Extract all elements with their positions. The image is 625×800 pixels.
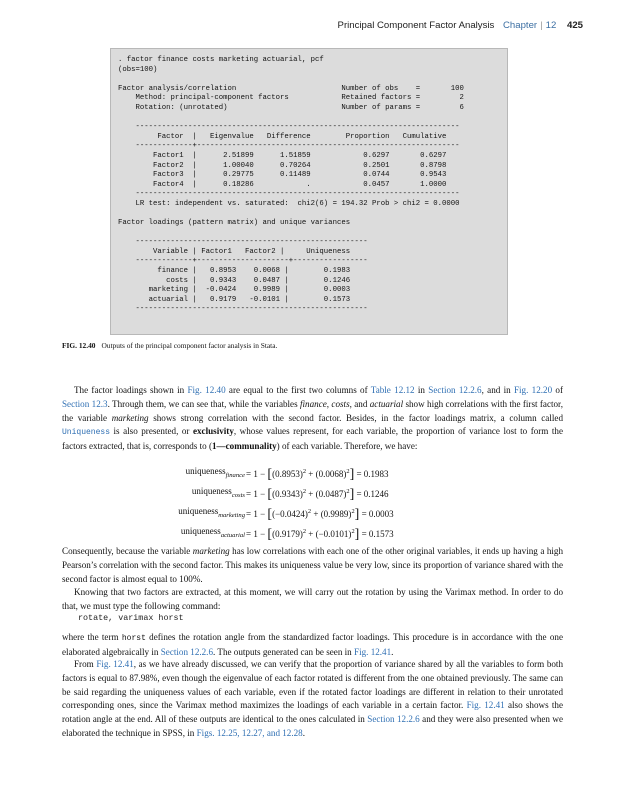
link-fig-12-40[interactable]: Fig. 12.40 (187, 385, 226, 395)
stata-output-line: Factor analysis/correlation Number of obs = 100 (118, 84, 464, 93)
stata-output-line: actuarial | 0.9179 -0.0101 | 0.1573 (118, 295, 351, 304)
page-number: 425 (566, 20, 583, 31)
header-title: Principal Component Factor Analysis (337, 20, 495, 31)
equation-rhs: = $1 - [(-0.0424)^2 + (0.9989)^2] = 0.0003$ (246, 507, 394, 522)
link-fig-12-41[interactable]: Fig. 12.41 (354, 646, 392, 657)
stata-output-line: -------------+------------------------------------------------------------ (118, 142, 460, 151)
header-chapter: Chapter (503, 20, 538, 31)
stata-output-line: Method: principal-component factors Retained factors = 2 (118, 94, 464, 103)
equation-lhs: uniqueness$_{costs}$ (191, 486, 245, 499)
stata-output-line: Factor3 | 0.29775 0.11489 0.0744 0.9543 (118, 171, 447, 180)
stata-output-line: LR test: independent vs. saturated: chi2(6) = 194.32 Prob > chi2 = 0.0000 (118, 199, 460, 208)
link-figs-12-25-12-27-12-28[interactable]: Figs. 12.25, 12.27, and 12.28 (196, 727, 303, 738)
equation-lhs: uniqueness$_{finance}$ (185, 466, 245, 479)
link-fig-12-41-c[interactable]: Fig. 12.41 (466, 700, 505, 711)
link-section-12-2-6[interactable]: Section 12.2.6 (428, 385, 482, 395)
equation-row (60, 502, 580, 522)
stata-output-line: ----------------------------------------------------- (118, 305, 368, 314)
stata-output-line: ----------------------------------------------------- (118, 238, 368, 247)
stata-output-line: -------------------------------------------------------------------------- (118, 123, 460, 132)
stata-output-text (118, 56, 464, 315)
link-fig-12-41-b[interactable]: Fig. 12.41 (96, 659, 134, 669)
paragraph-rotation-results: From Fig. 12.41, as we have already discussed, we can verify that the proportion of variance shared by all the variables to form both factors is equal to 87.98%, even though the eigenvalue of each factor rotated is different from the one obtained previously. The same can be said regarding the uniqueness values of each variable, even if the rotated factor loadings are different in relation to their unrotated corresponding ones, since the Varimax method maximizes the loadings of each variable in a certain factor. Fig. 12.41 also shows the rotation angle at the end. All of these outputs are identical to the ones calculated in Section 12.2.6 and they were also presented when we elaborated the technique in SPSS, in Figs. 12.25, 12.27, and 12.28. (62, 659, 563, 738)
equation-rhs: = $1 - [(0.8953)^2 + (0.0068)^2] = 0.1983$ (246, 467, 389, 482)
stata-output-line: (obs=100) (118, 65, 158, 74)
header-chapter-number: 12 (545, 20, 557, 31)
equation-rhs: = $1 - [(0.9179)^2 + (-0.0101)^2] = 0.1573$ (246, 527, 394, 542)
stata-output-line: Factor | Eigenvalue Difference Proportion Cumulative (118, 132, 447, 141)
stata-output-line: marketing | -0.0424 0.9989 | 0.0003 (118, 286, 351, 295)
stata-output-line: Factor loadings (pattern matrix) and unique variances (118, 219, 351, 228)
stata-output-line: Factor1 | 2.51899 1.51859 0.6297 0.6297 (118, 151, 447, 160)
link-table-12-12[interactable]: Table 12.12 (370, 385, 415, 395)
stata-output-line: -------------------------------------------------------------------------- (118, 190, 460, 199)
equation-rhs: = $1 - [(0.9343)^2 + (0.0487)^2] = 0.1246$ (246, 487, 389, 502)
stata-output-line: Factor4 | 0.18286 . 0.0457 1.0000 (118, 180, 447, 189)
stata-output-line: costs | 0.9343 0.0487 | 0.1246 (118, 276, 351, 285)
code-horst: horst (121, 634, 146, 643)
paragraph-factor-loadings: The factor loadings shown in Fig. 12.40 are equal to the first two columns of Table 12.12 in Section 12.2.6, and in Fig. 12.20 of Section 12.3. Through them, we can see that, while the variables finance, costs, and actuarial show high correlations with the first factor, the variable marketing shows strong correlation with the second factor. Besides, in the factor loadings matrix, a column called Uniqueness is also presented, or exclusivity, whose values represent, for each variable, the proportion of variance lost to form the factors extracted, that is, corresponds to (1—communality) of each variable. Therefore, we have: (62, 385, 564, 452)
stata-output-line: -------------+---------------------+----------------- (118, 257, 368, 266)
equation-row (60, 522, 580, 542)
stata-output-line: Variable | Factor1 Factor2 | Uniqueness (118, 247, 351, 256)
link-section-12-2-6-b[interactable]: Section 12.2.6 (160, 646, 214, 657)
figure-caption-text: Outputs of the principal component factor analysis in Stata. (101, 341, 278, 350)
figure-caption (62, 341, 277, 350)
stata-output-line: finance | 0.8953 0.0068 | 0.1983 (118, 267, 351, 276)
figure-caption-label: FIG. 12.40 (62, 341, 96, 350)
equation-lhs: uniqueness$_{marketing}$ (178, 506, 245, 519)
equation-row (60, 482, 580, 502)
stata-output-line: Rotation: (unrotated) Number of params = 6 (118, 103, 464, 112)
paragraph-horst: where the term horst defines the rotation angle from the standardized factor loadings. This procedure is in accordance with the one elaborated algebraically in Section 12.2.6. The outputs generated can be seen in Fig. 12.41. (62, 632, 563, 657)
code-uniqueness: Uniqueness (62, 428, 111, 438)
equation-lhs: uniqueness$_{actuarial}$ (180, 526, 245, 539)
header-separator: | (540, 20, 543, 31)
link-section-12-2-6-c[interactable]: Section 12.2.6 (367, 714, 420, 725)
stata-output-figure (110, 48, 508, 335)
stata-output-line: Factor2 | 1.00040 0.70264 0.2501 0.8798 (118, 161, 447, 170)
running-header (338, 20, 583, 31)
link-section-12-3[interactable]: Section 12.3 (62, 398, 108, 409)
paragraph-consequently: Consequently, because the variable marketing has low correlations with each one of the other original variables, it ends up having a high Pearson’s correlation with the second factor. This makes its uniqueness value be very low, since its proportion of variance shared with the second factor is almost equal to 100%. (62, 546, 563, 584)
equation-row (60, 462, 580, 482)
paragraph-varimax-intro: Knowing that two factors are extracted, at this moment, we will carry out the rotation by using the Varimax method. In order to do that, we must type the following command: (62, 587, 563, 611)
stata-output-line: . factor finance costs marketing actuarial, pcf (118, 56, 324, 64)
link-fig-12-20[interactable]: Fig. 12.20 (513, 385, 553, 395)
stata-command: rotate, varimax horst (78, 613, 184, 623)
